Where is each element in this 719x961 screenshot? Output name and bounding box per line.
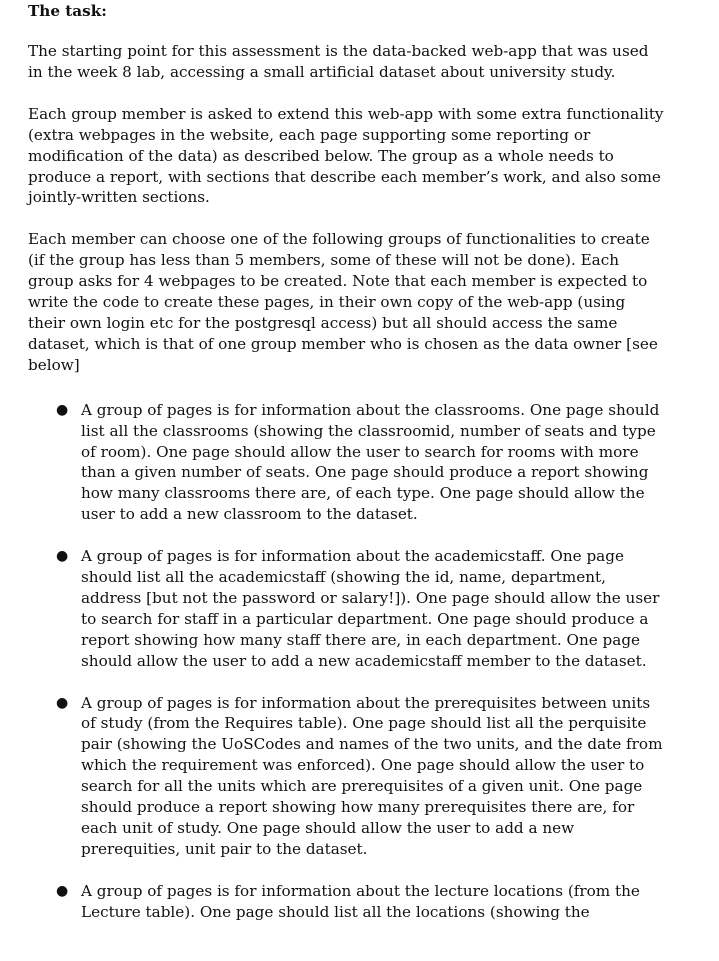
list-item-academicstaff xyxy=(56,546,665,671)
list-item-prerequisites xyxy=(56,693,665,860)
section-heading: The task: xyxy=(28,2,107,20)
list-item-text: A group of pages is for information about the prerequisites between units of study (from the Requires table). One page should list all the perquisite pair (showing the UoSCodes and names of the two units, and the date from which the requirement was enforced). One page should allow the user to search for all the units which are prerequisites of a given unit. One page should produce a report showing how many prerequisites there are, for each unit of study. One page should allow the user to add a new prerequities, unit pair to the dataset. xyxy=(81,693,663,858)
bullet-icon: ● xyxy=(56,882,69,899)
list-item-text: A group of pages is for information about the classrooms. One page should list all the classrooms (showing the classroomid, number of seats and type of room). One page should allow the user to search for rooms with more than a given number of seats. One page should produce a report showing how many classrooms there are, of each type. One page should allow the user to add a new classroom to the dataset. xyxy=(81,400,660,524)
bullet-icon: ● xyxy=(56,548,69,565)
paragraph-intro: The starting point for this assessment is the data-backed web-app that was used in the week 8 lab, accessing a small artificial dataset about university study. xyxy=(28,42,649,81)
bullet-icon: ● xyxy=(56,694,69,711)
list-item-classrooms xyxy=(56,400,665,525)
functionality-list xyxy=(28,400,665,923)
list-item-lecture-locations xyxy=(56,881,665,923)
list-item-text: A group of pages is for information about the academicstaff. One page should list all the academicstaff (showing the id, name, department, address [but not the password or salary!]). One page should allow the user to search for staff in a particular department. One page should produce a report showing how many staff there are, in each department. One page should allow the user to add a new academicstaff member to the dataset. xyxy=(81,547,660,670)
paragraph-member-choice: Each member can choose one of the following groups of functionalities to create (if the group has less than 5 members, some of these will not be done). Each group asks for 4 webpages to be created. Note that each member is expected to write the code to create these pages, in their own copy of the web-app (using their own login etc for the postgresql access) but all should access the same dataset, which is that of one group member who is chosen as the data owner [see below] xyxy=(28,230,658,374)
list-item-text: A group of pages is for information about the lecture locations (from the Lecture table). One page should list all the locations (showing the xyxy=(81,881,640,921)
paragraph-group-extension: Each group member is asked to extend this web-app with some extra functionality (extra webpages in the website, each page supporting some reporting or modification of the data) as described below. The group as a whole needs to produce a report, with sections that describe each member’s work, and also some jointly-written sections. xyxy=(28,104,664,207)
bullet-icon: ● xyxy=(56,401,69,418)
